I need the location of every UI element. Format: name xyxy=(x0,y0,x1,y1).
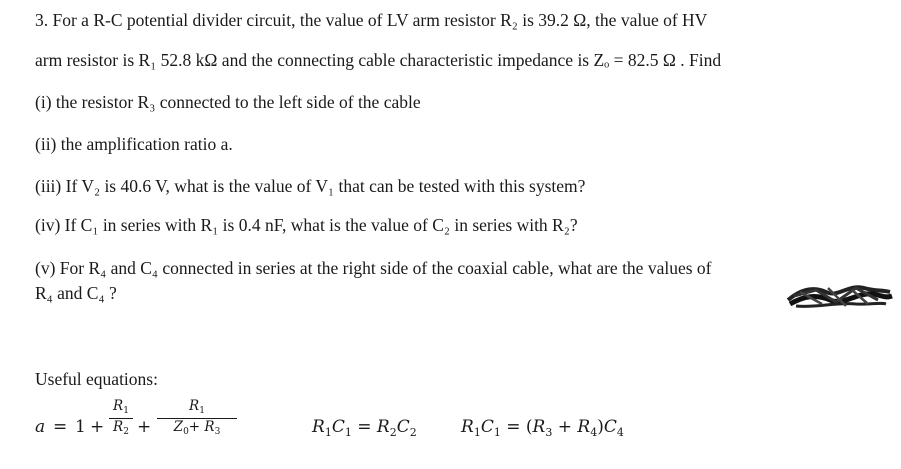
eq1-plus-2: + xyxy=(137,417,152,437)
amplification-equation xyxy=(35,398,285,456)
right-side-balance-equation: $R_1C_1 = (R_3 + R_4)C_4$ xyxy=(461,417,624,439)
question-iv: (iv) If C₁ in series with R₁ is 0.4 nF, what is the value of C₂ in series with R₂? xyxy=(35,215,578,235)
question-v-line-2: R₄ and C₄ ? xyxy=(35,283,117,303)
problem-text-line-2: arm resistor is R₁ 52.8 kΩ and the connecting cable characteristic impedance is Zₒ = 82.5 Ω . Find xyxy=(35,50,722,70)
question-ii: (ii) the amplification ratio a. xyxy=(35,134,233,154)
eq1-plus-1: + xyxy=(90,417,105,437)
question-iii: (iii) If V₂ is 40.6 V, what is the value of V₁ that can be tested with this system? xyxy=(35,176,586,196)
redaction-scribble xyxy=(786,278,894,314)
question-v-line-1: (v) For R₄ and C₄ connected in series at the right side of the coaxial cable, what are the values of xyxy=(35,258,712,278)
capacitance-balance-equation: $R_1C_1 = R_2C_2$ xyxy=(312,417,417,439)
useful-equations-heading: Useful equations: xyxy=(35,369,158,389)
eq1-equals: = xyxy=(53,417,68,437)
eq1-one: 1 xyxy=(75,417,86,437)
equations-row xyxy=(35,398,675,456)
eq1-fraction-r1-z0-r3: $R_1$ $Z_0+ R_3$ xyxy=(157,400,237,437)
eq1-fraction-r1-r2: $R_1$ $R_2$ xyxy=(109,400,133,437)
eq1-lhs: a xyxy=(35,417,46,437)
question-i: (i) the resistor R₃ connected to the left side of the cable xyxy=(35,92,421,112)
problem-text-line-1: 3. For a R-C potential divider circuit, the value of LV arm resistor R₂ is 39.2 Ω, the value of HV xyxy=(35,10,708,30)
